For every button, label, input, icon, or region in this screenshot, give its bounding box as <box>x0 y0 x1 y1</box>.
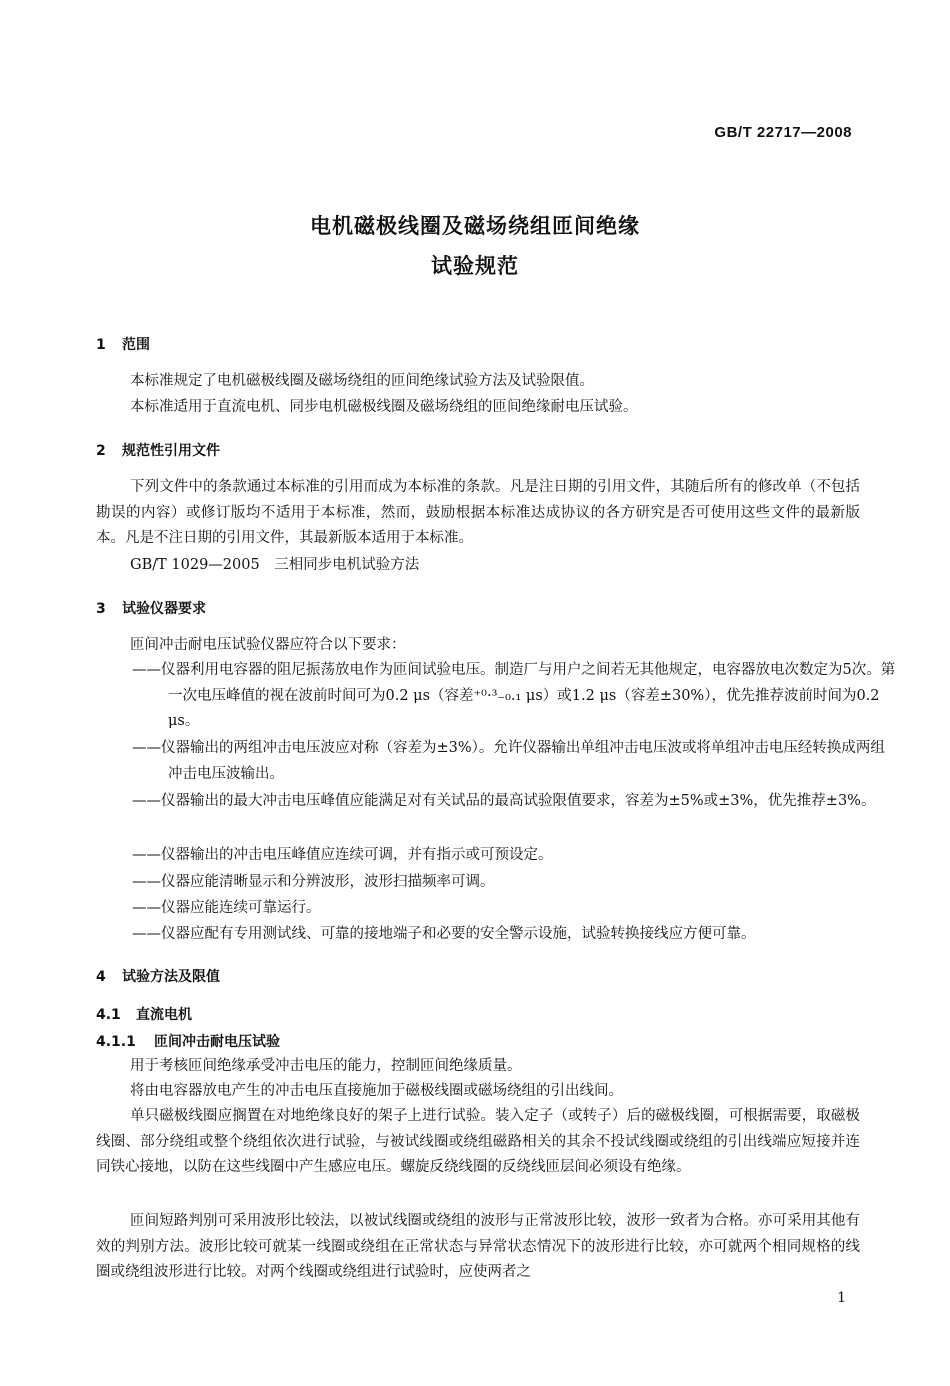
section-4-heading <box>96 966 220 986</box>
requirement-item: ——仪器输出的冲击电压峰值应连续可调，并有指示或可预设定。 <box>132 847 553 863</box>
section-3-heading <box>96 598 206 618</box>
section-2-heading <box>96 440 220 460</box>
section-number: 3 <box>96 601 106 617</box>
section-title: 试验方法及限值 <box>122 969 220 985</box>
section-4-paragraph-3: 单只磁极线圈应搁置在对地绝缘良好的架子上进行试验。装入定子（或转子）后的磁极线圈，可根据需要，取磁极线圈、部分绕组或整个绕组依次进行试验，与被试线圈或绕组磁路相关的其余不投试线圈或绕组的引出线端应短接并连同铁心接地，以防在这些线圈中产生感应电压。螺旋反绕线圈的反绕线匝层间必须设有绝缘。 <box>96 1108 860 1175</box>
page-number: 1 <box>837 1290 846 1306</box>
requirement-item: ——仪器利用电容器的阻尼振荡放电作为匝间试验电压。制造厂与用户之间若无其他规定，电容器放电次数定为5次。第一次电压峰值的视在波前时间可为0.2 μs（容差⁺⁰·³₋₀.₁ μs）或1.2 μs（容差±30%），优先推荐波前时间为0.2 μs。 <box>132 662 896 729</box>
subsection-number: 4.1 <box>96 1007 121 1023</box>
subsection-4-1-1-heading <box>96 1031 280 1051</box>
standard-code: GB/T 22717—2008 <box>714 124 852 141</box>
section-1-paragraph-2: 本标准适用于直流电机、同步电机磁极线圈及磁场绕组的匝间绝缘耐电压试验。 <box>130 399 638 415</box>
requirement-item: ——仪器应配有专用测试线、可靠的接地端子和必要的安全警示设施，试验转换接线应方便可靠。 <box>132 926 756 942</box>
document-title-line1: 电机磁极线圈及磁场绕组匝间绝缘 <box>310 214 640 238</box>
section-title: 规范性引用文件 <box>122 443 220 459</box>
section-1-paragraph-1: 本标准规定了电机磁极线圈及磁场绕组的匝间绝缘试验方法及试验限值。 <box>130 373 594 389</box>
section-3-intro: 匝间冲击耐电压试验仪器应符合以下要求： <box>130 637 406 653</box>
requirement-item: ——仪器应能连续可靠运行。 <box>132 900 321 916</box>
section-4-paragraph-2: 将由电容器放电产生的冲击电压直接施加于磁极线圈或磁场绕组的引出线间。 <box>130 1083 623 1099</box>
section-4-paragraph-1: 用于考核匝间绝缘承受冲击电压的能力，控制匝间绝缘质量。 <box>130 1058 522 1074</box>
requirement-item: ——仪器输出的两组冲击电压波应对称（容差为±3%）。允许仪器输出单组冲击电压波或将单组冲击电压经转换成两组冲击电压波输出。 <box>132 740 885 782</box>
document-title-line2: 试验规范 <box>431 254 519 278</box>
requirement-item: ——仪器应能清晰显示和分辨波形，波形扫描频率可调。 <box>132 874 495 890</box>
subsection-4-1-heading <box>96 1004 192 1024</box>
section-1-heading <box>96 334 150 354</box>
section-title: 试验仪器要求 <box>122 601 206 617</box>
requirement-item: ——仪器输出的最大冲击电压峰值应能满足对有关试品的最高试验限值要求，容差为±5%或±3%，优先推荐±3%。 <box>132 793 876 809</box>
section-number: 1 <box>96 337 106 353</box>
normative-reference: GB/T 1029—2005 三相同步电机试验方法 <box>130 557 420 573</box>
subsection-title: 匝间冲击耐电压试验 <box>154 1034 280 1050</box>
section-number: 4 <box>96 969 106 985</box>
subsection-title: 直流电机 <box>136 1007 192 1023</box>
section-title: 范围 <box>122 337 150 353</box>
subsection-number: 4.1.1 <box>96 1034 136 1050</box>
section-2-paragraph: 下列文件中的条款通过本标准的引用而成为本标准的条款。凡是注日期的引用文件，其随后所有的修改单（不包括勘误的内容）或修订版均不适用于本标准，然而，鼓励根据本标准达成协议的各方研究是否可使用这些文件的最新版本。凡是不注日期的引用文件，其最新版本适用于本标准。 <box>96 479 860 546</box>
section-number: 2 <box>96 443 106 459</box>
section-4-paragraph-4: 匝间短路判别可采用波形比较法，以被试线圈或绕组的波形与正常波形比较，波形一致者为合格。亦可采用其他有效的判别方法。波形比较可就某一线圈或绕组在正常状态与异常状态情况下的波形进行比较，亦可就两个相同规格的线圈或绕组波形进行比较。对两个线圈或绕组进行试验时，应使两者之 <box>96 1213 860 1280</box>
